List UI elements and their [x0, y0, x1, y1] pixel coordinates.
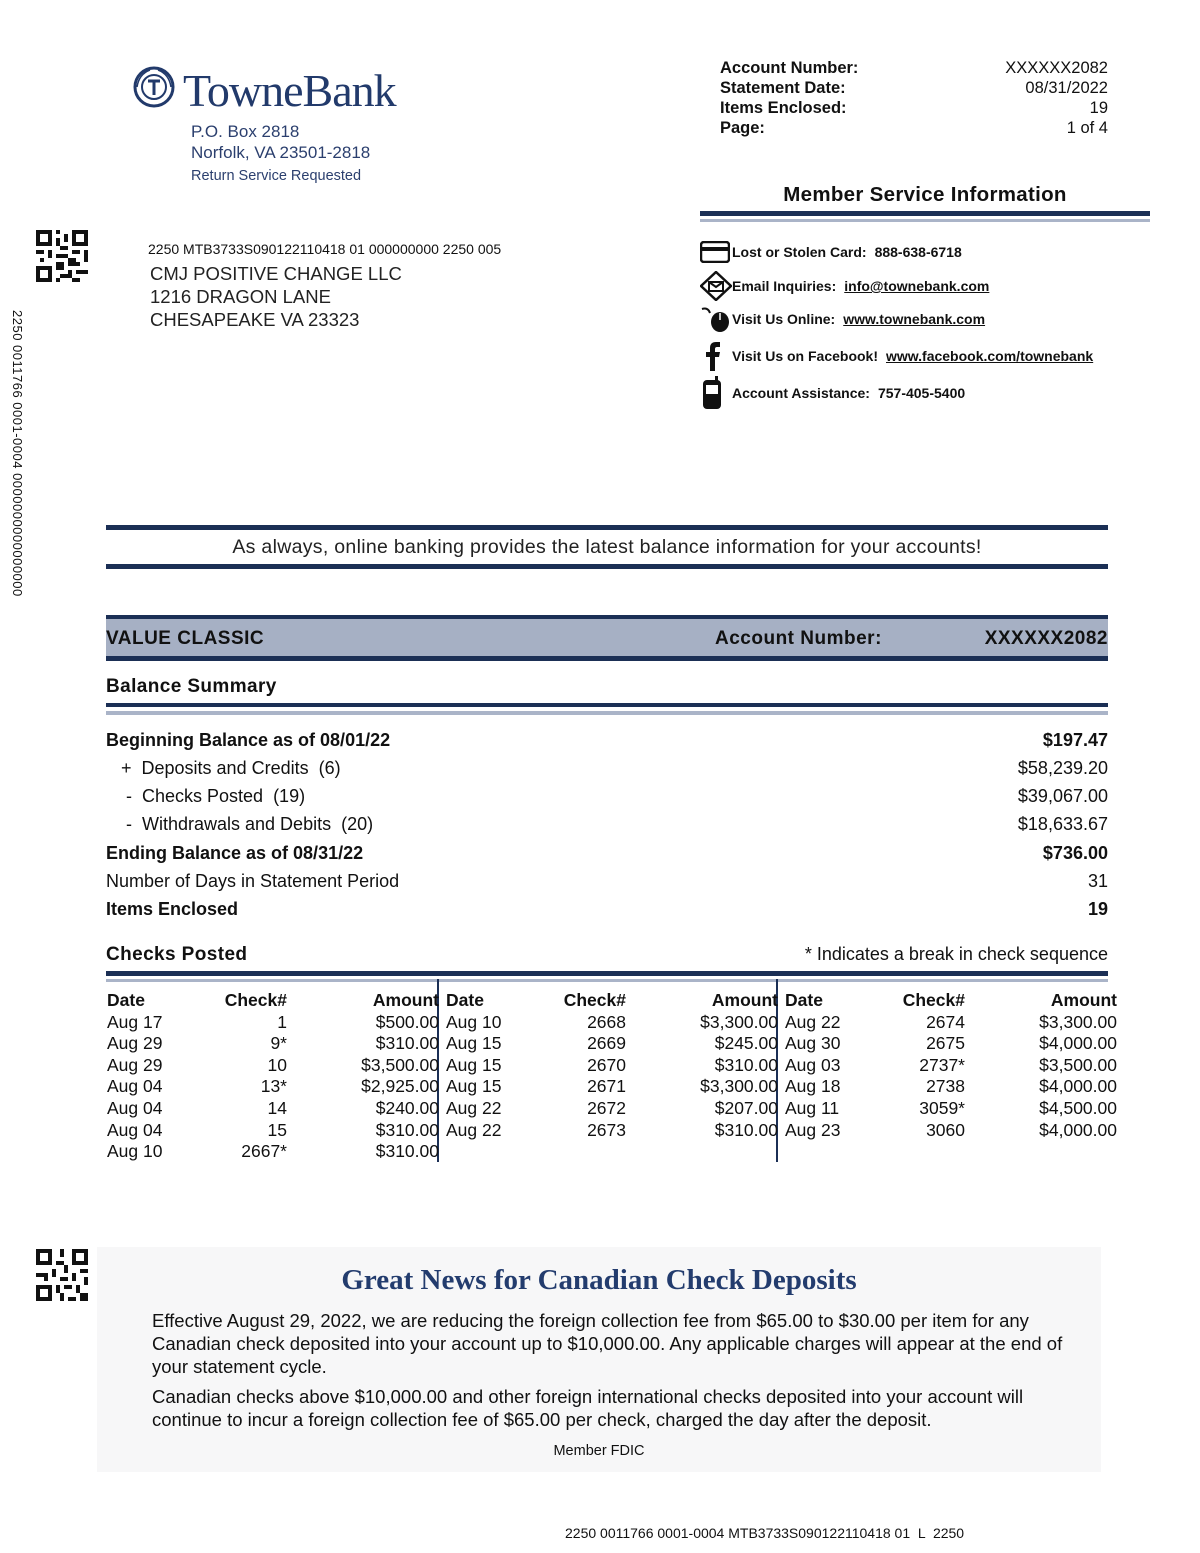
check-date: Aug 15	[446, 1054, 502, 1075]
balance-summary-title: Balance Summary	[106, 676, 277, 697]
check-amount: $3,500.00	[361, 1054, 439, 1075]
summary-label: Number of Days in Statement Period	[106, 871, 400, 891]
check-amount: $4,000.00	[1039, 1033, 1117, 1054]
check-sequence-note: * Indicates a break in check sequence	[804, 944, 1108, 964]
check-date: Aug 23	[785, 1119, 841, 1140]
msi-row-assistance	[700, 378, 965, 408]
msi-label: Lost or Stolen Card:	[732, 244, 867, 260]
check-number: 13*	[260, 1076, 287, 1097]
check-number: 2738	[926, 1076, 965, 1097]
check-date: Aug 04	[107, 1119, 163, 1140]
summary-row-beginning	[106, 730, 1108, 751]
check-date: Aug 04	[107, 1097, 163, 1118]
divider	[106, 656, 1108, 661]
msi-row-email	[700, 271, 989, 301]
summary-row-withdrawals	[106, 814, 1108, 835]
checks-table-header	[446, 990, 778, 1012]
check-number: 2671	[587, 1076, 626, 1097]
checks-column-1	[107, 990, 439, 1163]
check-row	[107, 1055, 439, 1077]
check-date: Aug 29	[107, 1033, 163, 1054]
header-check-number: Check#	[902, 990, 965, 1010]
check-number: 15	[267, 1119, 287, 1140]
check-row	[785, 1098, 1117, 1120]
check-date: Aug 10	[107, 1141, 163, 1162]
divider	[106, 971, 1108, 976]
statement-header-values	[900, 58, 1108, 138]
account-number-label: Account Number:	[715, 628, 882, 649]
divider	[700, 219, 1150, 222]
check-amount: $2,925.00	[361, 1076, 439, 1097]
check-row	[107, 1098, 439, 1120]
summary-value: 31	[1087, 871, 1108, 891]
check-date: Aug 15	[446, 1076, 502, 1097]
items-enclosed-value: 19	[1089, 99, 1108, 117]
mailing-address	[150, 262, 402, 331]
check-row	[785, 1033, 1117, 1055]
summary-value: $18,633.67	[1017, 814, 1108, 834]
check-amount: $310.00	[714, 1054, 778, 1075]
summary-value: 19	[1087, 899, 1108, 919]
summary-value: $736.00	[1042, 843, 1108, 863]
check-amount: $310.00	[375, 1033, 439, 1054]
check-number: 2667*	[241, 1141, 287, 1162]
check-row	[107, 1120, 439, 1142]
check-row	[785, 1076, 1117, 1098]
check-number: 2670	[587, 1054, 626, 1075]
msi-row-online	[700, 304, 985, 334]
account-number-value: XXXXXX2082	[984, 628, 1108, 649]
divider	[106, 711, 1108, 715]
facebook-icon	[700, 341, 732, 371]
check-date: Aug 18	[785, 1076, 841, 1097]
divider	[106, 525, 1108, 530]
statement-date-value: 08/31/2022	[1025, 79, 1108, 97]
check-row	[446, 1098, 778, 1120]
summary-row-checks	[106, 786, 1108, 807]
email-icon	[700, 271, 732, 301]
check-number: 2675	[926, 1033, 965, 1054]
promo-paragraph-2: Canadian checks above $10,000.00 and other foreign international checks deposited into your account will continue to incur a foreign collection fee of $65.00 per check, charged the day after the deposit.	[152, 1386, 1024, 1430]
check-date: Aug 15	[446, 1033, 502, 1054]
header-amount: Amount	[711, 990, 778, 1010]
credit-card-icon	[700, 237, 732, 267]
check-row	[446, 1076, 778, 1098]
summary-row-deposits	[106, 758, 1108, 779]
check-number: 2673	[587, 1119, 626, 1140]
divider	[106, 564, 1108, 569]
msi-row-lost-card	[700, 237, 962, 267]
bank-address-line2: Norfolk, VA 23501-2818	[191, 143, 371, 162]
check-date: Aug 03	[785, 1054, 841, 1075]
check-number: 14	[267, 1097, 287, 1118]
mouse-icon	[700, 304, 732, 334]
mailing-code-line: 2250 MTB3733S090122110418 01 000000000 2250 005	[148, 241, 502, 257]
check-date: Aug 10	[446, 1011, 502, 1032]
summary-value: $39,067.00	[1017, 786, 1108, 806]
member-service-title: Member Service Information	[783, 183, 1067, 206]
lost-card-phone: 888-638-6718	[874, 244, 962, 260]
header-amount: Amount	[372, 990, 439, 1010]
check-amount: $3,300.00	[700, 1011, 778, 1032]
check-amount: $245.00	[714, 1033, 778, 1054]
footer-tracking-code: 2250 0011766 0001-0004 MTB3733S090122110418 01 L 2250	[565, 1525, 965, 1541]
check-amount: $310.00	[714, 1119, 778, 1140]
header-date: Date	[107, 990, 145, 1010]
check-row	[446, 1012, 778, 1034]
recipient-city: CHESAPEAKE VA 23323	[150, 309, 360, 330]
check-row	[446, 1055, 778, 1077]
website-link[interactable]: www.townebank.com	[843, 311, 986, 327]
page-label: Page:	[720, 119, 765, 137]
divider	[700, 211, 1150, 216]
msi-label: Visit Us on Facebook!	[732, 348, 878, 364]
bank-address-line1: P.O. Box 2818	[191, 122, 300, 141]
phone-icon	[700, 378, 732, 408]
check-date: Aug 17	[107, 1011, 163, 1032]
bank-address	[191, 121, 370, 163]
check-number: 2737*	[919, 1054, 965, 1075]
account-number-value: XXXXXX2082	[1005, 59, 1108, 77]
check-row	[107, 1012, 439, 1034]
summary-row-items	[106, 899, 1108, 920]
checks-posted-title: Checks Posted	[106, 944, 248, 965]
summary-value: $197.47	[1042, 730, 1108, 750]
check-date: Aug 04	[107, 1076, 163, 1097]
check-number: 2674	[926, 1011, 965, 1032]
header-check-number: Check#	[563, 990, 626, 1010]
account-number-label: Account Number:	[720, 59, 859, 77]
summary-label: + Deposits and Credits (6)	[106, 758, 341, 778]
header-date: Date	[446, 990, 484, 1010]
check-row	[785, 1055, 1117, 1077]
promo-title: Great News for Canadian Check Deposits	[341, 1264, 857, 1296]
header-date: Date	[785, 990, 823, 1010]
header-amount: Amount	[1050, 990, 1117, 1010]
check-number: 2668	[587, 1011, 626, 1032]
checks-column-3	[785, 990, 1117, 1141]
check-date: Aug 29	[107, 1054, 163, 1075]
check-date: Aug 22	[785, 1011, 841, 1032]
summary-label: Beginning Balance as of 08/01/22	[106, 730, 391, 750]
msi-label: Email Inquiries:	[732, 278, 837, 294]
summary-label: - Checks Posted (19)	[106, 786, 306, 806]
check-amount: $310.00	[375, 1141, 439, 1162]
email-link[interactable]: info@townebank.com	[844, 278, 990, 294]
check-row	[107, 1141, 439, 1163]
check-amount: $3,300.00	[1039, 1011, 1117, 1032]
recipient-street: 1216 DRAGON LANE	[150, 286, 331, 307]
statement-header-labels	[720, 58, 858, 138]
check-number: 3060	[926, 1119, 965, 1140]
msi-label: Visit Us Online:	[732, 311, 836, 327]
check-date: Aug 22	[446, 1097, 502, 1118]
check-row	[107, 1033, 439, 1055]
check-row	[785, 1012, 1117, 1034]
check-amount: $500.00	[375, 1011, 439, 1032]
vertical-tracking-code: 2250 0011766 0001-0004 0000000000000000	[10, 310, 25, 597]
summary-label: - Withdrawals and Debits (20)	[106, 814, 374, 834]
check-row	[446, 1120, 778, 1142]
summary-label: Ending Balance as of 08/31/22	[106, 843, 364, 863]
msi-row-facebook	[700, 341, 1093, 371]
check-number: 2672	[587, 1097, 626, 1118]
return-service-text: Return Service Requested	[191, 168, 362, 184]
check-number: 1	[277, 1011, 287, 1032]
promo-paragraph-1: Effective August 29, 2022, we are reducing the foreign collection fee from $65.00 to $30.00 per item for any Canadian check deposited into your account up to $10,000.00. Any applicable charges will appear at the end of your statement cycle.	[152, 1310, 1063, 1377]
check-amount: $3,500.00	[1039, 1054, 1117, 1075]
check-amount: $4,500.00	[1039, 1097, 1117, 1118]
member-fdic: Member FDIC	[553, 1443, 645, 1459]
check-date: Aug 11	[785, 1097, 840, 1118]
check-number: 3059*	[919, 1097, 965, 1118]
check-amount: $4,000.00	[1039, 1076, 1117, 1097]
check-amount: $3,300.00	[700, 1076, 778, 1097]
divider	[106, 703, 1108, 707]
summary-row-days	[106, 871, 1108, 892]
check-amount: $207.00	[714, 1097, 778, 1118]
facebook-link[interactable]: www.facebook.com/townebank	[886, 348, 1094, 364]
check-row	[446, 1033, 778, 1055]
check-amount: $4,000.00	[1039, 1119, 1117, 1140]
bank-name-logo: TowneBank	[183, 65, 396, 116]
assistance-phone: 757-405-5400	[877, 385, 966, 401]
divider	[106, 979, 1108, 982]
checks-table-header	[785, 990, 1117, 1012]
check-date: Aug 22	[446, 1119, 502, 1140]
qr-code-icon	[36, 230, 88, 282]
statement-date-label: Statement Date:	[720, 79, 846, 97]
qr-code-icon	[36, 1249, 88, 1301]
check-number: 2669	[587, 1033, 626, 1054]
msi-label: Account Assistance:	[732, 385, 870, 401]
check-amount: $240.00	[375, 1097, 439, 1118]
check-number: 10	[267, 1054, 287, 1075]
check-amount: $310.00	[375, 1119, 439, 1140]
check-row	[785, 1120, 1117, 1142]
account-type: VALUE CLASSIC	[106, 628, 265, 649]
check-date: Aug 30	[785, 1033, 841, 1054]
recipient-name: CMJ POSITIVE CHANGE LLC	[150, 263, 402, 284]
page-value: 1 of 4	[1066, 119, 1108, 137]
online-banking-banner: As always, online banking provides the latest balance information for your accounts!	[232, 536, 982, 558]
header-check-number: Check#	[224, 990, 287, 1010]
items-enclosed-label: Items Enclosed:	[720, 99, 847, 117]
summary-label: Items Enclosed	[106, 899, 239, 919]
townebank-seal-logo	[133, 66, 175, 108]
check-number: 9*	[270, 1033, 287, 1054]
check-row	[107, 1076, 439, 1098]
checks-table-header	[107, 990, 439, 1012]
checks-column-2	[446, 990, 778, 1141]
summary-value: $58,239.20	[1017, 758, 1108, 778]
summary-row-ending	[106, 843, 1108, 864]
